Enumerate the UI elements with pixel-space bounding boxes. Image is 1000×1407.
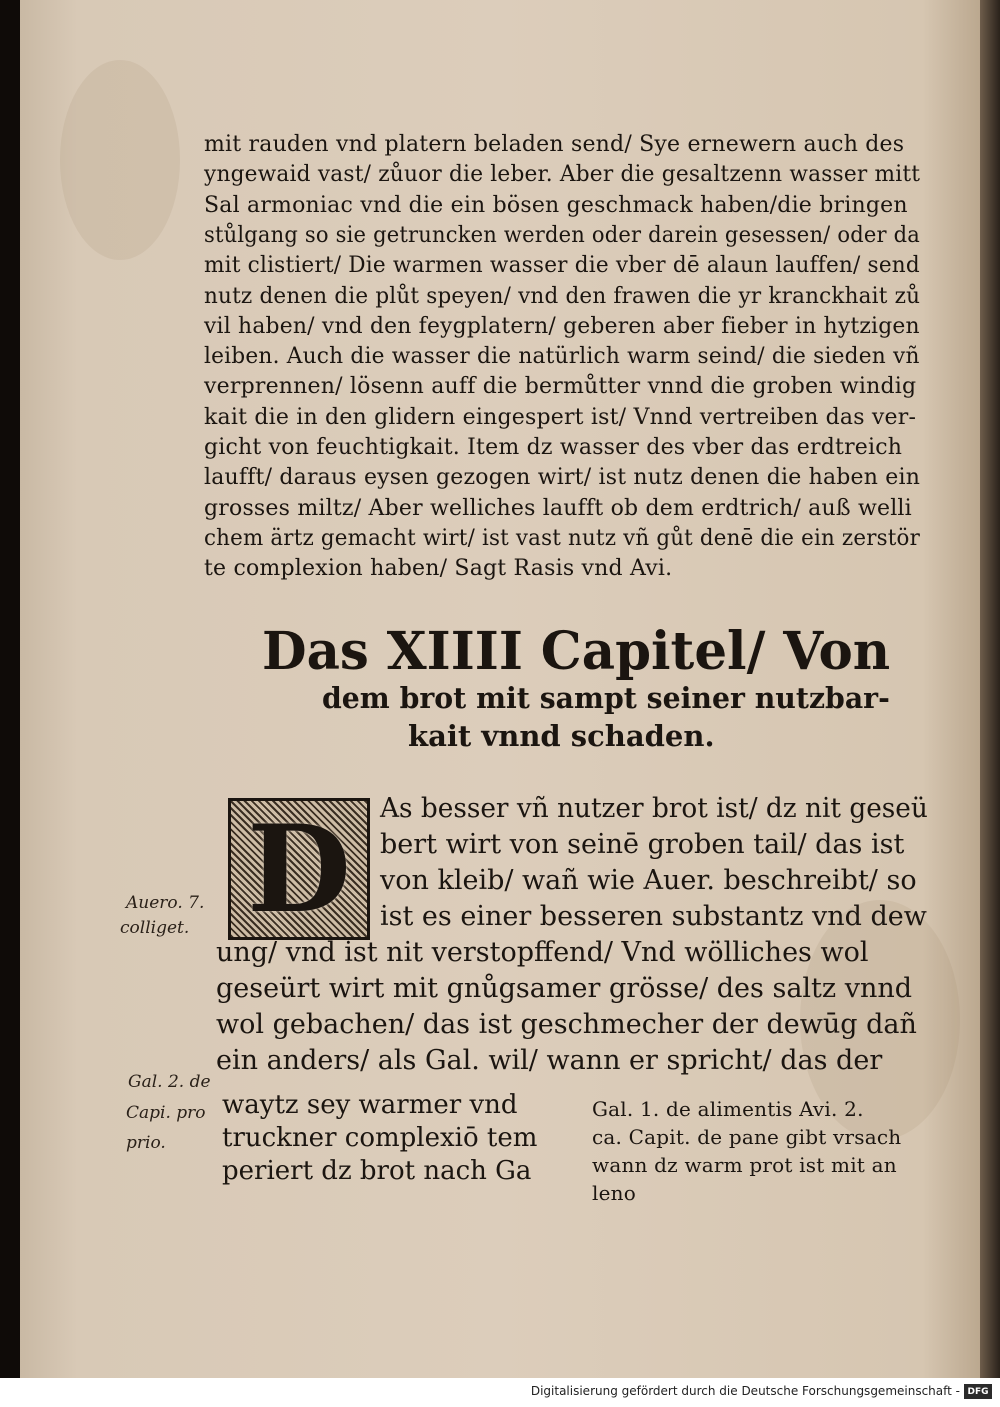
right-col-line: wann dz warm prot ist mit an (592, 1153, 897, 1177)
scan-edge-left (0, 0, 20, 1378)
right-col-line: Gal. 1. de alimentis Avi. 2. (592, 1097, 864, 1121)
left-col-line: waytz sey warmer vnd (222, 1090, 518, 1120)
top-paragraph-line: kait die in den glidern eingespert ist/ Vnnd vertreiben das ver- (204, 404, 917, 430)
top-paragraph-line: chem ärtz gemacht wirt/ ist vast nutz vñ gůt denē die ein zerstör (204, 525, 921, 551)
top-paragraph-line: leiben. Auch die wasser die natürlich warm seind/ die sieden vñ (204, 344, 920, 370)
top-paragraph-line: nutz denen die plůt speyen/ vnd den frawen die yr kranckhait zů (204, 283, 921, 309)
top-paragraph-line: stůlgang so sie getruncken werden oder darein gesessen/ oder da (204, 222, 920, 248)
left-col-line: periert dz brot nach Ga (222, 1156, 532, 1186)
margin-note-2-line1: Gal. 2. de (128, 1072, 211, 1092)
footer-bar (0, 1378, 1000, 1407)
right-col-line: ca. Capit. de pane gibt vrsach (592, 1125, 902, 1149)
chapter-heading-line2: dem brot mit sampt seiner nutzbar- (322, 681, 890, 715)
main-indented-line: As besser vñ nutzer brot ist/ dz nit geseü (380, 793, 928, 824)
scan-edge-right (980, 0, 1000, 1378)
margin-note-1-line2: colliget. (120, 918, 190, 938)
paper-stain (60, 60, 180, 260)
initial-letter: D (246, 798, 352, 940)
top-paragraph-line: yngewaid vast/ zůuor die leber. Aber die gesaltzenn wasser mitt (204, 162, 921, 188)
margin-note-2-line3: prio. (126, 1133, 166, 1153)
top-paragraph-line: vil haben/ vnd den feygplatern/ geberen aber fieber in hytzigen (204, 313, 920, 339)
left-col-line: truckner complexiō tem (222, 1123, 538, 1153)
margin-note-2-line2: Capi. pro (126, 1103, 206, 1123)
chapter-heading-line3: kait vnnd schaden. (408, 719, 715, 753)
decorated-initial (228, 798, 370, 940)
top-paragraph-line: Sal armoniac vnd die ein bösen geschmack haben/die bringen (204, 192, 908, 218)
chapter-heading-line1: Das XIIII Capitel/ Von (262, 621, 891, 682)
main-full-line: geseürt wirt mit gnůgsamer grösse/ des saltz vnnd (216, 973, 913, 1004)
dfg-logo-icon: DFG (964, 1384, 992, 1399)
top-paragraph-line: laufft/ daraus eysen gezogen wirt/ ist nutz denen die haben ein (204, 465, 921, 491)
top-paragraph-line: verprennen/ lösenn auff die bermůtter vnnd die groben windig (204, 374, 917, 400)
top-paragraph-line: mit clistiert/ Die warmen wasser die vber dē alaun lauffen/ send (204, 253, 920, 279)
main-indented-line: von kleib/ wañ wie Auer. beschreibt/ so (380, 865, 917, 896)
top-paragraph-line: gicht von feuchtigkait. Item dz wasser des vber das erdtreich (204, 435, 903, 460)
right-col-line: leno (592, 1181, 636, 1205)
margin-note-1-line1: Auero. 7. (126, 893, 205, 913)
footer-credit: Digitalisierung gefördert durch die Deutsche Forschungsgemeinschaft - (530, 1384, 960, 1398)
main-full-line: wol gebachen/ das ist geschmecher der dewūg dañ (216, 1009, 917, 1040)
top-paragraph-line: te complexion haben/ Sagt Rasis vnd Avi. (204, 556, 673, 582)
main-indented-line: ist es einer besseren substantz vnd dew (380, 901, 927, 932)
main-full-line: ein anders/ als Gal. wil/ wann er spricht/ das der (216, 1045, 883, 1076)
main-full-line: ung/ vnd ist nit verstopffend/ Vnd wölliches wol (216, 937, 869, 968)
main-indented-line: bert wirt von seinē groben tail/ das ist (380, 829, 905, 860)
top-paragraph-line: mit rauden vnd platern beladen send/ Sye ernewern auch des (204, 132, 905, 157)
top-paragraph-line: grosses miltz/ Aber welliches laufft ob dem erdtrich/ auß welli (204, 495, 912, 521)
